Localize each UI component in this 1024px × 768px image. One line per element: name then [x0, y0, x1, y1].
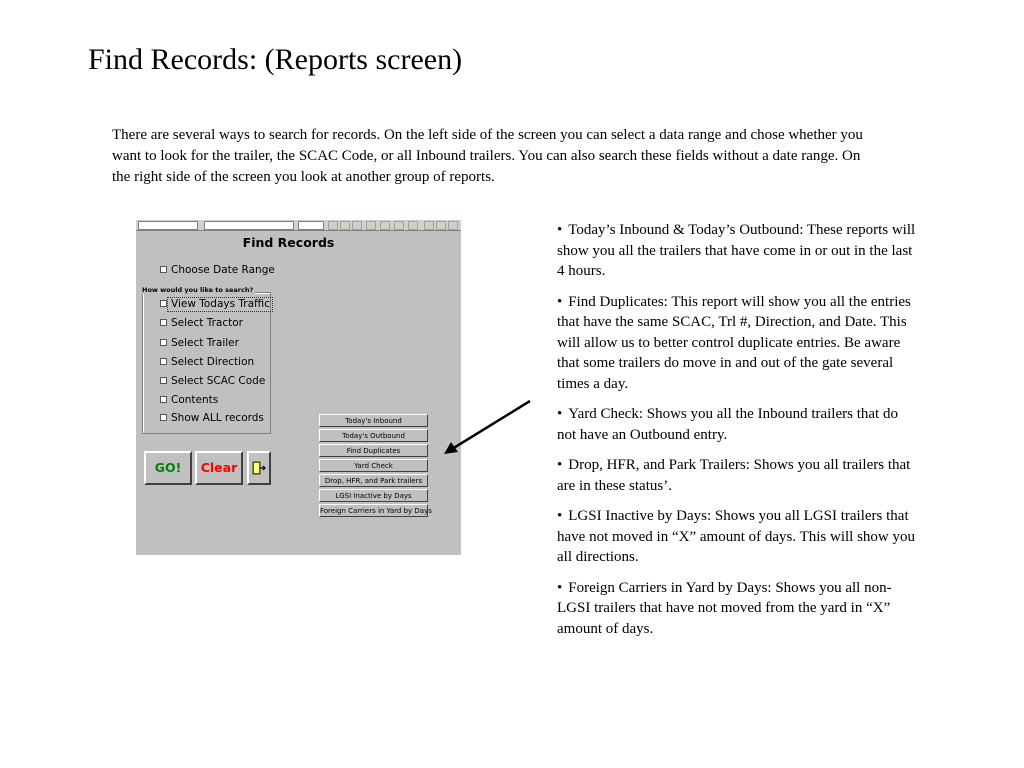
bullet-item [557, 455, 919, 496]
option-checkbox[interactable] [160, 300, 167, 307]
option-checkbox[interactable] [160, 319, 167, 326]
toolbar-button[interactable] [424, 221, 434, 230]
find-records-screenshot [136, 220, 461, 555]
option-checkbox[interactable] [160, 358, 167, 365]
report-descriptions [557, 220, 919, 649]
toolbar-button[interactable] [436, 221, 446, 230]
bullet-item [557, 578, 919, 640]
find-duplicates-button[interactable]: Find Duplicates [319, 444, 428, 457]
bullet-text: Find Duplicates: This report will show you all the entries that have the same SCAC, Trl #, Direction, and Date. This will allow us to better control duplicate entries. Be aware that some trailers do move in and out of the gate several times a day. [557, 293, 911, 392]
search-options-group-label: How would you like to search? [142, 286, 254, 294]
bullet-item [557, 292, 919, 395]
option-checkbox[interactable] [160, 414, 167, 421]
option-checkbox[interactable] [160, 377, 167, 384]
todays-outbound-button[interactable]: Today's Outbound [319, 429, 428, 442]
bullet-marker: • [557, 457, 563, 473]
bullet-marker: • [557, 508, 563, 524]
bullet-item [557, 404, 919, 445]
form-title: Find Records [242, 235, 335, 250]
foreign-carriers-button[interactable]: Foreign Carriers in Yard by Days [319, 504, 428, 517]
bullet-text: Drop, HFR, and Park Trailers: Shows you all trailers that are in these status’. [557, 457, 911, 494]
option-label: Contents [171, 394, 219, 406]
yard-check-button[interactable]: Yard Check [319, 459, 428, 472]
toolbar-button[interactable] [394, 221, 404, 230]
toolbar-button[interactable] [408, 221, 418, 230]
toolbar-button[interactable] [366, 221, 376, 230]
option-label: View Todays Traffic [171, 298, 270, 310]
bullet-marker: • [557, 293, 563, 310]
toolbar-button[interactable] [448, 221, 458, 230]
option-label: Show ALL records [171, 412, 264, 424]
option-checkbox[interactable] [160, 339, 167, 346]
intro-paragraph: There are several ways to search for records. On the left side of the screen you can select a data range and chose whether you want to look for the trailer, the SCAC Code, or all Inbound trailers. You can also search these fields without a date range. On the right side of the screen you look at another group of reports. [112, 127, 863, 185]
date-range-checkbox[interactable] [160, 266, 167, 273]
bullet-text: LGSI Inactive by Days: Shows you all LGSI trailers that have not moved in “X” amount of days. This will show you all directions. [557, 508, 916, 565]
option-checkbox[interactable] [160, 396, 167, 403]
bullet-text: Today’s Inbound & Today’s Outbound: These reports will show you all the trailers that have come in or out in the last 4 hours. [557, 222, 916, 279]
bullet-item [557, 506, 919, 568]
toolbar-combo[interactable] [138, 221, 198, 230]
toolbar-button[interactable] [340, 221, 350, 230]
clear-button[interactable]: Clear [195, 451, 243, 485]
toolbar-button[interactable] [352, 221, 362, 230]
door-exit-icon [252, 460, 266, 476]
toolbar-combo[interactable] [298, 221, 324, 230]
exit-button[interactable] [247, 451, 271, 485]
bullet-text: Foreign Carriers in Yard by Days: Shows you all non-LGSI trailers that have not moved from the yard in “X” amount of days. [557, 579, 892, 637]
bullet-text: Yard Check: Shows you all the Inbound trailers that do not have an Outbound entry. [557, 406, 898, 443]
toolbar-combo[interactable] [204, 221, 294, 230]
option-label: Select Tractor [171, 317, 243, 329]
toolbar-button[interactable] [328, 221, 338, 230]
date-range-label: Choose Date Range [171, 264, 275, 276]
drop-hfr-park-button[interactable]: Drop, HFR, and Park trailers [319, 474, 428, 487]
option-label: Select Trailer [171, 337, 239, 349]
bullet-marker: • [557, 406, 563, 422]
option-label: Select Direction [171, 356, 255, 368]
bullet-marker: • [557, 579, 563, 596]
bullet-item [557, 220, 919, 282]
go-button[interactable]: GO! [144, 451, 192, 485]
option-label: Select SCAC Code [171, 375, 266, 387]
bullet-marker: • [557, 222, 563, 238]
lgsi-inactive-button[interactable]: LGSI Inactive by Days [319, 489, 428, 502]
toolbar [136, 220, 461, 231]
slide-title: Find Records: (Reports screen) [88, 43, 463, 76]
pointer-arrow-icon [440, 398, 534, 458]
toolbar-button[interactable] [380, 221, 390, 230]
todays-inbound-button[interactable]: Today's Inbound [319, 414, 428, 427]
